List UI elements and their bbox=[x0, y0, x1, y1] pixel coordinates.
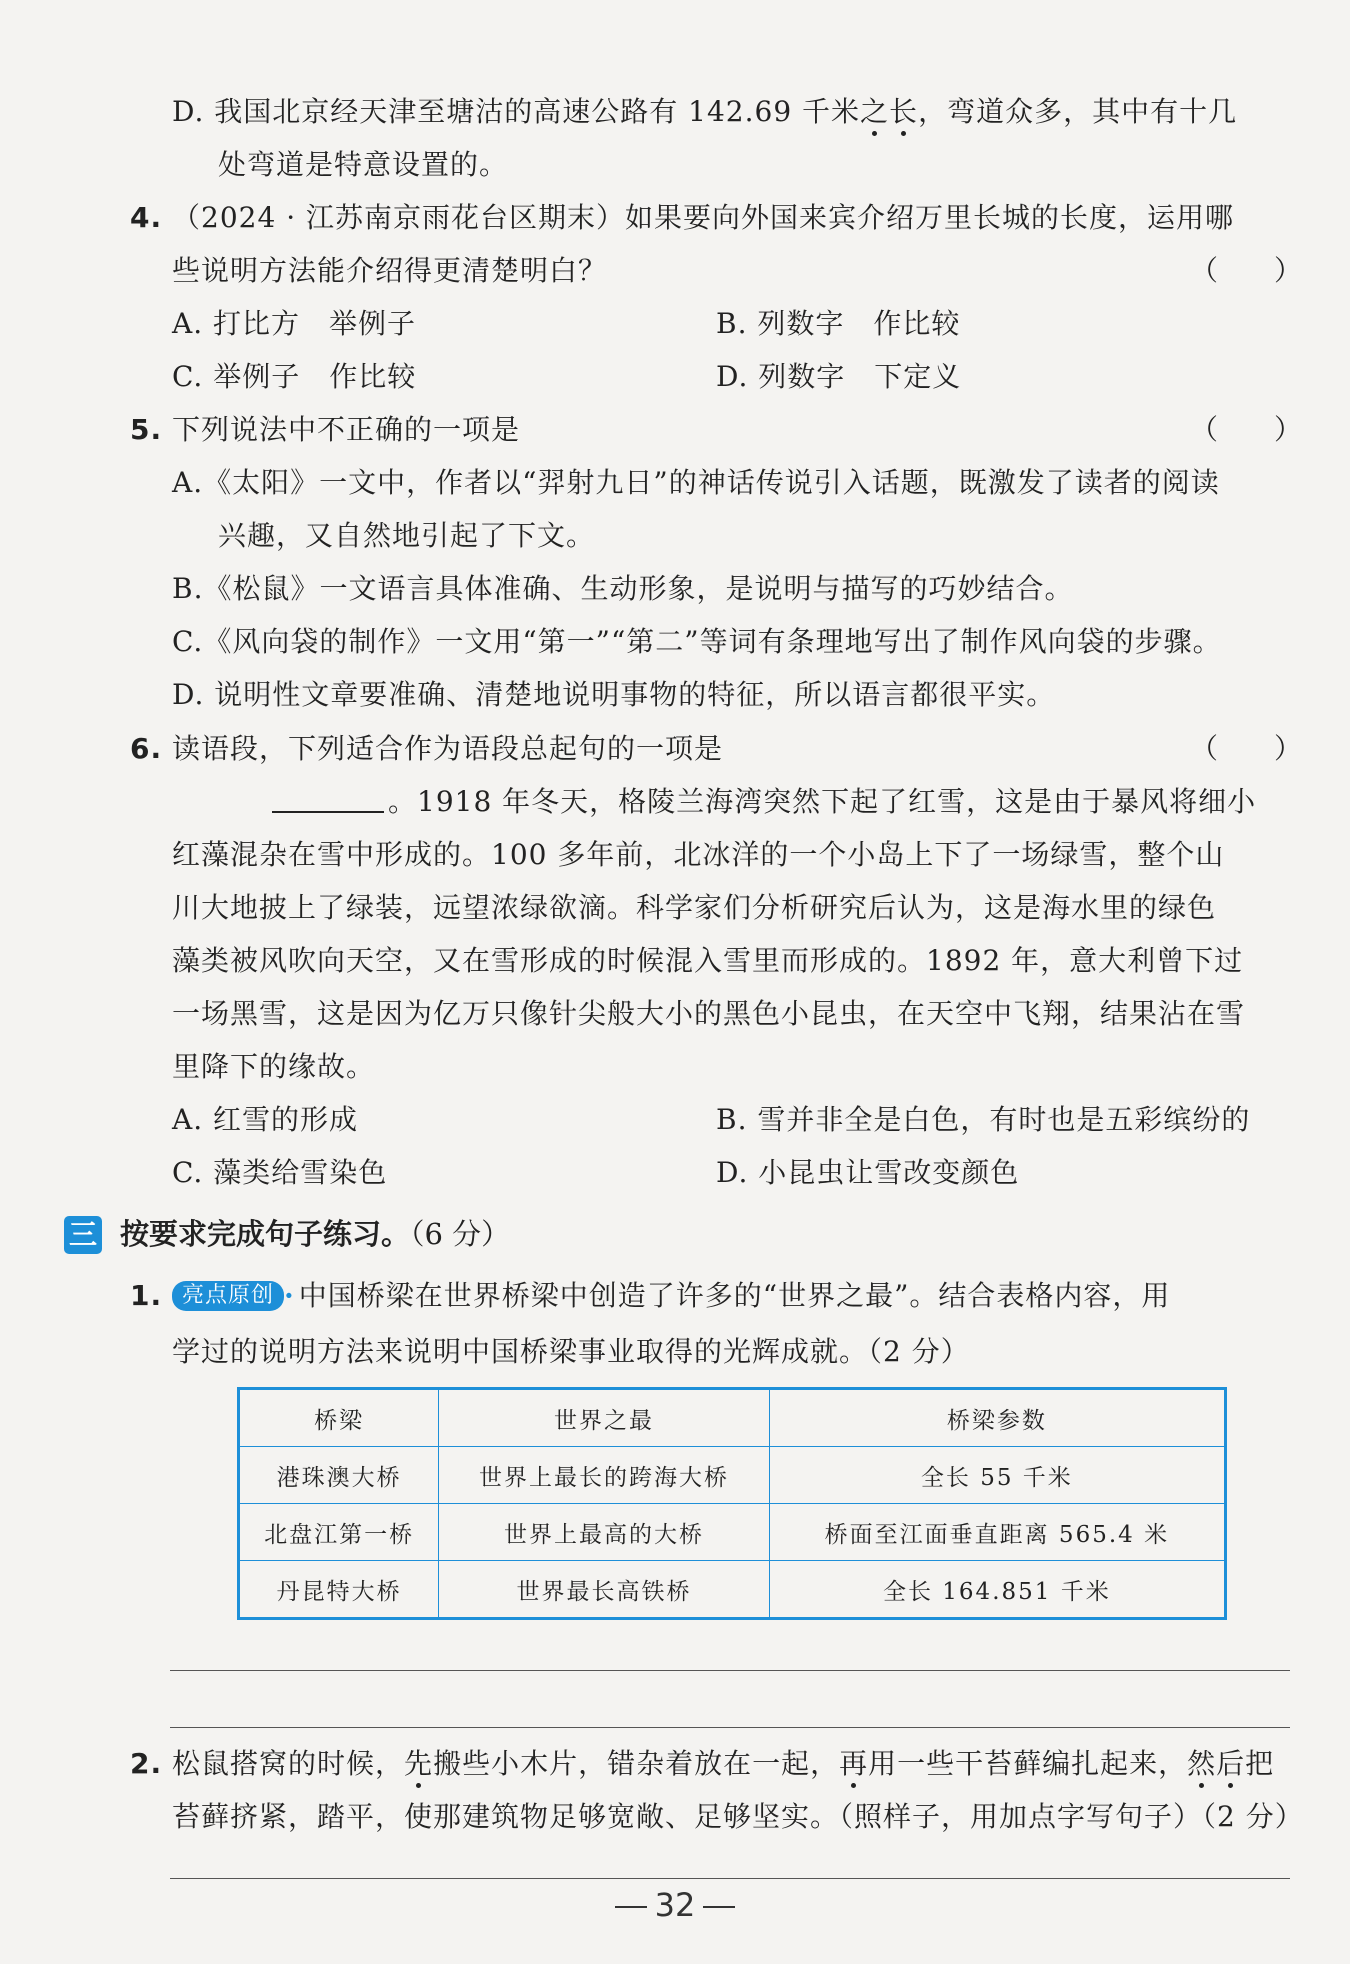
table-cell: 港珠澳大桥 bbox=[239, 1447, 439, 1504]
table-cell: 世界上最长的跨海大桥 bbox=[439, 1447, 770, 1504]
s2-stem-line2: 苔藓挤紧，踏平，使那建筑物足够宽敞、足够坚实。（照样子，用加点字写句子）（2 分） bbox=[172, 1800, 1304, 1833]
s1-stem-line1: 1. 亮点原创 · 中国桥梁在世界桥梁中创造了许多的“世界之最”。结合表格内容，用 bbox=[130, 1279, 1171, 1312]
table-header: 桥梁 bbox=[239, 1389, 439, 1447]
answer-line[interactable] bbox=[170, 1670, 1290, 1671]
emphasis-char: 先 bbox=[404, 1744, 433, 1784]
q3-option-d-line1: D. 我国北京经天津至塘沽的高速公路有 142.69 千米之长，弯道众多，其中有十几 bbox=[172, 92, 1237, 132]
q6-option-a: A. 红雪的形成 bbox=[172, 1103, 359, 1136]
q6-answer-parens[interactable]: （ ） bbox=[1190, 732, 1303, 765]
q4-stem-line1: 4. （2024 · 江苏南京雨花台区期末）如果要向外国来宾介绍万里长城的长度，运用哪 bbox=[130, 201, 1234, 234]
section-title: 按要求完成句子练习。（6 分） bbox=[120, 1217, 511, 1251]
tag-dot-icon: · bbox=[284, 1279, 295, 1312]
question-number: 2. bbox=[130, 1747, 163, 1780]
emphasis-char: 然 bbox=[1187, 1744, 1216, 1784]
fill-blank[interactable] bbox=[272, 783, 384, 813]
q5-option-b: B.《松鼠》一文语言具体准确、生动形象，是说明与描写的巧妙结合。 bbox=[172, 572, 1074, 605]
question-number: 1. bbox=[130, 1279, 163, 1312]
table-row bbox=[239, 1447, 1226, 1504]
q6-passage-line3: 川大地披上了绿装，远望浓绿欲滴。科学家们分析研究后认为，这是海水里的绿色 bbox=[172, 891, 1217, 924]
table-row bbox=[239, 1504, 1226, 1561]
q4-stem-line2: 些说明方法能介绍得更清楚明白？ bbox=[172, 254, 608, 287]
q4-option-c: C. 举例子 作比较 bbox=[172, 360, 417, 393]
s2-stem-line1: 2. 松鼠搭窝的时候，先搬些小木片，错杂着放在一起，再用一些干苔藓编扎起来，然后把 bbox=[130, 1744, 1274, 1784]
table-cell: 北盘江第一桥 bbox=[239, 1504, 439, 1561]
q6-passage-line1: 。1918 年冬天，格陵兰海湾突然下起了红雪，这是由于暴风将细小 bbox=[272, 782, 1256, 822]
table-cell: 丹昆特大桥 bbox=[239, 1561, 439, 1619]
answer-line[interactable] bbox=[170, 1878, 1290, 1879]
table-cell: 全长 55 千米 bbox=[769, 1447, 1225, 1504]
q5-option-a-line1: A.《太阳》一文中，作者以“羿射九日”的神话传说引入话题，既激发了读者的阅读 bbox=[172, 466, 1220, 499]
table-header: 世界之最 bbox=[439, 1389, 770, 1447]
q6-option-d: D. 小昆虫让雪改变颜色 bbox=[716, 1156, 1020, 1189]
answer-line[interactable] bbox=[170, 1727, 1290, 1728]
table-cell: 世界上最高的大桥 bbox=[439, 1504, 770, 1561]
q6-passage-line2: 红藻混杂在雪中形成的。100 多年前，北冰洋的一个小岛上下了一场绿雪，整个山 bbox=[172, 838, 1225, 871]
q3-option-d-line2: 处弯道是特意设置的。 bbox=[218, 148, 509, 181]
q6-option-b: B. 雪并非全是白色，有时也是五彩缤纷的 bbox=[716, 1103, 1251, 1136]
emphasis-char: 后 bbox=[1216, 1744, 1245, 1784]
q6-passage-line6: 里降下的缘故。 bbox=[172, 1050, 376, 1083]
q6-stem: 6. 读语段，下列适合作为语段总起句的一项是 bbox=[130, 732, 724, 765]
question-number: 4. bbox=[130, 201, 163, 234]
s1-stem-line2: 学过的说明方法来说明中国桥梁事业取得的光辉成就。（2 分） bbox=[172, 1335, 970, 1368]
table-cell: 世界最长高铁桥 bbox=[439, 1561, 770, 1619]
question-number: 5. bbox=[130, 413, 163, 446]
q5-option-d: D. 说明性文章要准确、清楚地说明事物的特征，所以语言都很平实。 bbox=[172, 678, 1056, 711]
section-number-badge: 三 bbox=[64, 1216, 102, 1254]
emphasis-char: 之 bbox=[860, 92, 889, 132]
table-cell: 桥面至江面垂直距离 565.4 米 bbox=[769, 1504, 1225, 1561]
table-cell: 全长 164.851 千米 bbox=[769, 1561, 1225, 1619]
q4-answer-parens[interactable]: （ ） bbox=[1190, 254, 1303, 287]
section-score: （6 分） bbox=[410, 1217, 511, 1251]
table-row bbox=[239, 1561, 1226, 1619]
page-number: 32 bbox=[0, 1885, 1350, 1925]
question-number: 6. bbox=[130, 732, 163, 765]
q5-stem: 5. 下列说法中不正确的一项是 bbox=[130, 413, 521, 446]
q4-option-b: B. 列数字 作比较 bbox=[716, 307, 961, 340]
bridge-table bbox=[237, 1387, 1227, 1620]
emphasis-char: 长 bbox=[889, 92, 918, 132]
table-header-row bbox=[239, 1389, 1226, 1447]
q6-passage-line5: 一场黑雪，这是因为亿万只像针尖般大小的黑色小昆虫，在天空中飞翔，结果沾在雪 bbox=[172, 997, 1246, 1030]
table-header: 桥梁参数 bbox=[769, 1389, 1225, 1447]
q5-option-c: C.《风向袋的制作》一文用“第一”“第二”等词有条理地写出了制作风向袋的步骤。 bbox=[172, 625, 1222, 658]
q4-option-a: A. 打比方 举例子 bbox=[172, 307, 417, 340]
q6-passage-line4: 藻类被风吹向天空，又在雪形成的时候混入雪里而形成的。1892 年，意大利曾下过 bbox=[172, 944, 1244, 977]
q5-answer-parens[interactable]: （ ） bbox=[1190, 413, 1303, 446]
emphasis-char: 再 bbox=[839, 1744, 868, 1784]
q4-option-d: D. 列数字 下定义 bbox=[716, 360, 962, 393]
q6-option-c: C. 藻类给雪染色 bbox=[172, 1156, 388, 1189]
q5-option-a-line2: 兴趣，又自然地引起了下文。 bbox=[218, 519, 596, 552]
original-tag: 亮点原创 bbox=[172, 1281, 284, 1311]
